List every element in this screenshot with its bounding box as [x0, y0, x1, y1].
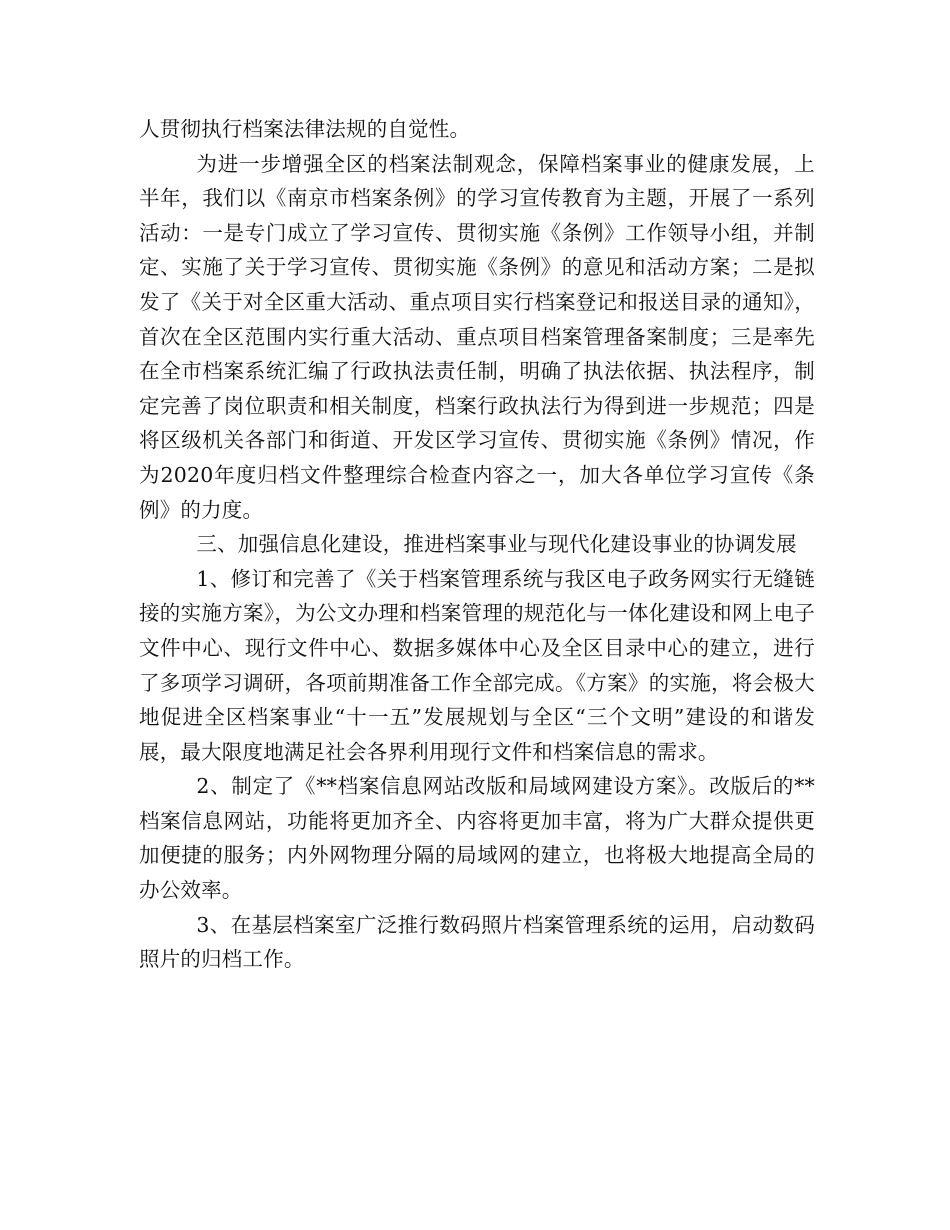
paragraph-item-1: 1、修订和完善了《关于档案管理系统与我区电子政务网实行无缝链接的实施方案》，为公文办理和档案管理的规范化与一体化建设和网上电子文件中心、现行文件中心、数据多媒体中心及全区目录中心的建立，进行了多项学习调研，各项前期准备工作全部完成。《方案》的实施，将会极大地促进全区档案事业“十一五”发展规划与全区“三个文明”建设的和谐发展，最大限度地满足社会各界利用现行文件和档案信息的需求。	[139, 566, 815, 764]
paragraph-item-2: 2、制定了《**档案信息网站改版和局域网建设方案》。改版后的**档案信息网站，功能将更加齐全、内容将更加丰富，将为广大群众提供更加便捷的服务；内外网物理分隔的局域网的建立，也将极大地提高全局的办公效率。	[139, 774, 815, 903]
paragraph-legal-education: 为进一步增强全区的档案法制观念，保障档案事业的健康发展，上半年，我们以《南京市档案条例》的学习宣传教育为主题，开展了一系列活动：一是专门成立了学习宣传、贯彻实施《条例》工作领导小组，并制定、实施了关于学习宣传、贯彻实施《条例》的意见和活动方案；二是拟发了《关于对全区重大活动、重点项目实行档案登记和报送目录的通知》，首次在全区范围内实行重大活动、重点项目档案管理备案制度；三是率先在全市档案系统汇编了行政执法责任制，明确了执法依据、执法程序，制定完善了岗位职责和相关制度，档案行政执法行为得到进一步规范；四是将区级机关各部门和街道、开发区学习宣传、贯彻实施《条例》情况，作为2020年度归档文件整理综合检查内容之一，加大各单位学习宣传《条例》的力度。	[139, 151, 815, 522]
document-body	[139, 112, 815, 977]
section-heading-informatization: 三、加强信息化建设，推进档案事业与现代化建设事业的协调发展	[196, 532, 797, 557]
paragraph-item-3: 3、在基层档案室广泛推行数码照片档案管理系统的运用，启动数码照片的归档工作。	[139, 912, 815, 972]
paragraph-continuation: 人贯彻执行档案法律法规的自觉性。	[139, 117, 471, 141]
